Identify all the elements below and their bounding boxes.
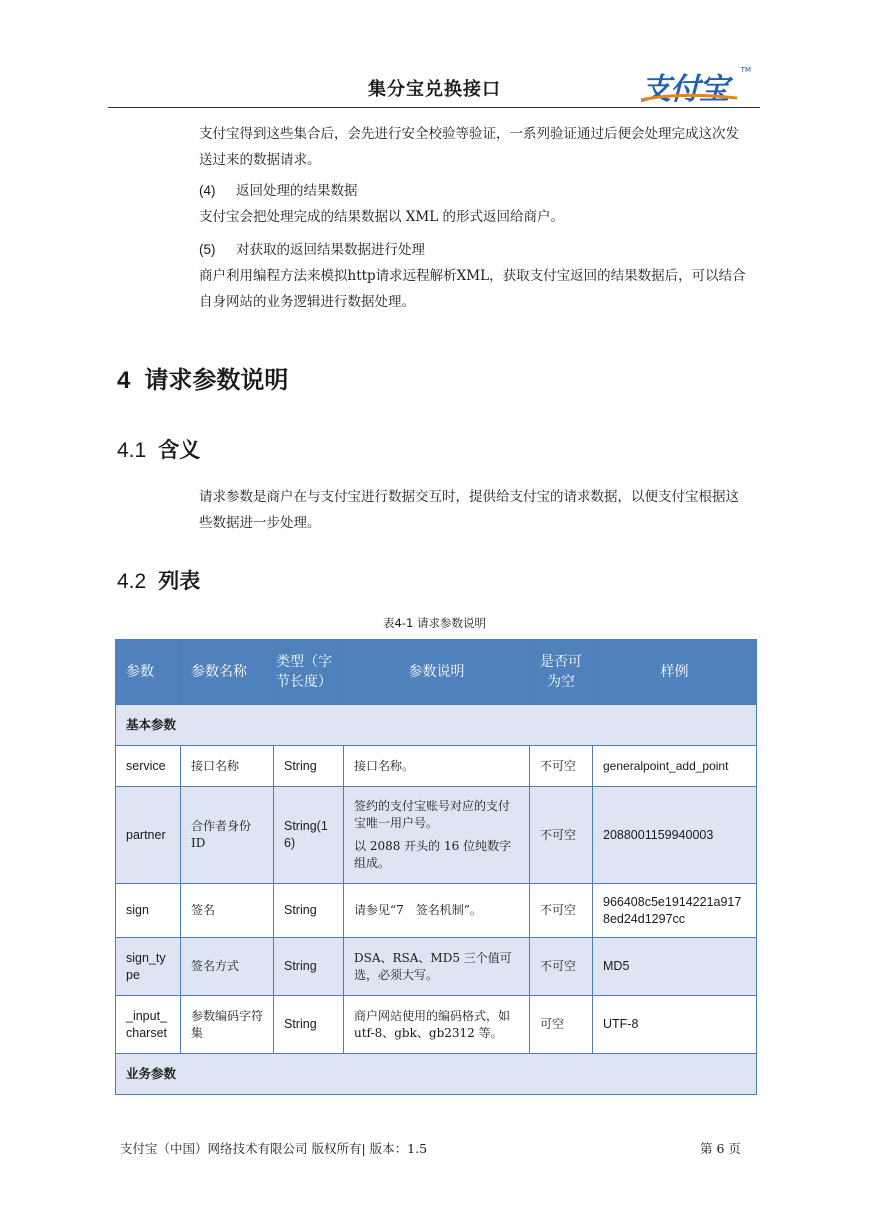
cell-param: service: [116, 746, 181, 787]
cell-nullable: 可空: [530, 996, 593, 1054]
step-4-title: 返回处理的结果数据: [236, 183, 358, 199]
section-4-heading: [117, 360, 288, 395]
cell-description: 签约的支付宝账号对应的支付宝唯一用户号。 以 2088 开头的 16 位纯数字组成。: [344, 787, 530, 884]
cell-description: 接口名称。: [344, 746, 530, 787]
cell-example: 966408c5e1914221a9178ed24d1297cc: [593, 884, 757, 938]
group-row-business: [116, 1054, 757, 1095]
request-params-table: [115, 639, 757, 1095]
step-4-heading: [199, 180, 749, 202]
section-4-title: 请求参数说明: [144, 366, 289, 394]
step-4-number: (4): [199, 183, 216, 198]
step-5-heading: [199, 239, 749, 261]
section-4-2-number: 4.2: [117, 570, 147, 593]
cell-name: 签名: [181, 884, 274, 938]
cell-description: 商户网站使用的编码格式，如 utf-8、gbk、gb2312 等。: [344, 996, 530, 1054]
group-label-basic: 基本参数: [116, 705, 757, 746]
cell-type: String: [274, 884, 344, 938]
cell-example: 2088001159940003: [593, 787, 757, 884]
cell-description: 请参见“7 签名机制”。: [344, 884, 530, 938]
logo-trademark: TM: [740, 66, 751, 74]
cell-param: sign: [116, 884, 181, 938]
cell-name: 合作者身份ID: [181, 787, 274, 884]
section-4-2-heading: [117, 565, 200, 595]
cell-example: generalpoint_add_point: [593, 746, 757, 787]
section-4-number: 4: [117, 367, 131, 394]
section-4-1-body: 请求参数是商户在与支付宝进行数据交互时，提供给支付宝的请求数据，以便支付宝根据这些数据进一步处理。: [199, 489, 739, 531]
cell-name: 参数编码字符集: [181, 996, 274, 1054]
table-caption: 表4-1 请求参数说明: [383, 616, 486, 630]
header-param: 参数: [116, 640, 181, 705]
cell-nullable: 不可空: [530, 746, 593, 787]
cell-param: partner: [116, 787, 181, 884]
cell-nullable: 不可空: [530, 787, 593, 884]
logo-swoosh-icon: [639, 90, 739, 104]
cell-type: String: [274, 938, 344, 996]
logo-wordmark: 支付宝: [641, 72, 728, 107]
header-description: 参数说明: [344, 640, 530, 705]
alipay-logo: [641, 64, 751, 107]
step-4-body: 支付宝会把处理完成的结果数据以 XML 的形式返回给商户。: [199, 209, 564, 225]
section-4-2-title: 列表: [158, 569, 201, 593]
section-4-1-heading: [117, 434, 200, 464]
table-row: [116, 746, 757, 787]
step-5-body: 商户利用编程方法来模拟http请求远程解析XML，获取支付宝返回的结果数据后，可以结合自身网站的业务逻辑进行数据处理。: [199, 268, 746, 310]
table-row: [116, 938, 757, 996]
cell-type: String: [274, 746, 344, 787]
cell-param: _input_charset: [116, 996, 181, 1054]
step-5-title: 对获取的返回结果数据进行处理: [236, 242, 425, 258]
table-row: [116, 996, 757, 1054]
footer-page-number: 第 6 页: [700, 1141, 741, 1156]
header-example: 样例: [593, 640, 757, 705]
cell-name: 接口名称: [181, 746, 274, 787]
cell-example: UTF-8: [593, 996, 757, 1054]
intro-paragraph: 支付宝得到这些集合后，会先进行安全校验等验证，一系列验证通过后便会处理完成这次发送过来的数据请求。: [199, 126, 739, 168]
group-row-basic: [116, 705, 757, 746]
header-divider: [108, 107, 760, 108]
cell-nullable: 不可空: [530, 884, 593, 938]
step-5-number: (5): [199, 242, 216, 257]
header-param-name: 参数名称: [181, 640, 274, 705]
section-4-1-title: 含义: [158, 438, 201, 462]
document-title: 集分宝兑换接口: [368, 79, 501, 100]
table-row: [116, 884, 757, 938]
footer-copyright: 支付宝（中国）网络技术有限公司 版权所有| 版本：1.5: [120, 1141, 428, 1156]
cell-type: String(16): [274, 787, 344, 884]
cell-type: String: [274, 996, 344, 1054]
cell-nullable: 不可空: [530, 938, 593, 996]
cell-name: 签名方式: [181, 938, 274, 996]
cell-example: MD5: [593, 938, 757, 996]
cell-description: DSA、RSA、MD5 三个值可选，必须大写。: [344, 938, 530, 996]
cell-param: sign_type: [116, 938, 181, 996]
section-4-1-number: 4.1: [117, 439, 147, 462]
table-row: [116, 787, 757, 884]
header-type: 类型（字节长度）: [274, 640, 344, 705]
header-nullable: 是否可为空: [530, 640, 593, 705]
table-header-row: [116, 640, 757, 705]
group-label-business: 业务参数: [116, 1054, 757, 1095]
